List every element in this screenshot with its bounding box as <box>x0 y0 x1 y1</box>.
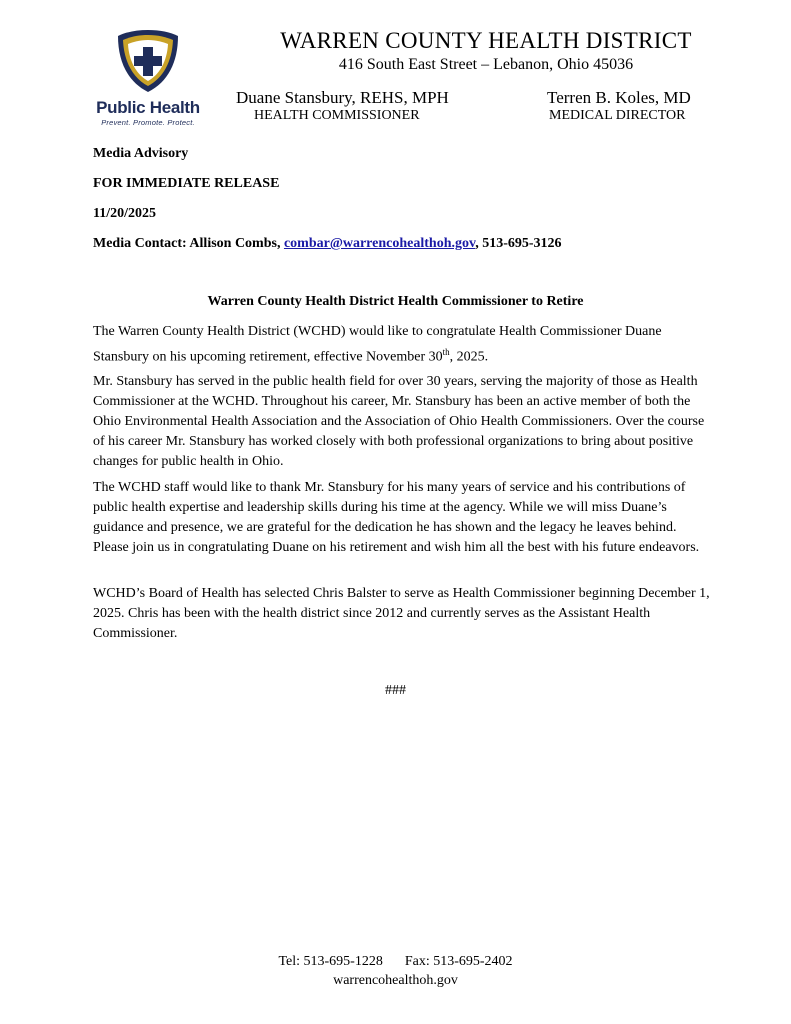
logo-wordmark: Public Health <box>96 98 200 117</box>
release-headline: Warren County Health District Health Commissioner to Retire <box>207 294 584 309</box>
footer-fax: Fax: 513-695-2402 <box>404 954 513 969</box>
paragraph-career <box>93 372 713 472</box>
media-contact-phone: , 513-695-3126 <box>475 236 562 251</box>
medical-director-title: MEDICAL DIRECTOR <box>549 108 686 123</box>
release-type: Media Advisory <box>93 146 189 161</box>
paragraph-retirement-year: , 2025. <box>449 349 489 365</box>
organization-name: WARREN COUNTY HEALTH DISTRICT <box>280 28 692 53</box>
shield-cross-icon <box>114 28 182 94</box>
paragraph-successor <box>93 584 713 644</box>
paragraph-retirement <box>93 322 713 368</box>
footer-website[interactable]: warrencohealthoh.gov <box>333 973 458 988</box>
public-health-logo <box>88 28 208 128</box>
media-contact-label: Media Contact: Allison Combs, <box>93 236 284 251</box>
end-of-release-mark: ### <box>385 683 406 698</box>
logo-tagline: Prevent. Promote. Protect. <box>101 118 195 127</box>
paragraph-thanks-text: The WCHD staff would like to thank Mr. Stansbury for his many years of service and his contributions of public health expertise and leadership skills during his time at the agency. While we will miss Duane’s guidance and presence, we are grateful for the dedication he has shown and the legacy he leaves behind. Please join us in congratulating Duane on his retirement and wish him all the best with his future endeavors. <box>93 480 700 555</box>
media-contact-email-link[interactable]: combar@warrencohealthoh.gov <box>283 236 476 251</box>
health-commissioner-name: Duane Stansbury, REHS, MPH <box>236 88 449 107</box>
media-contact <box>93 236 562 252</box>
footer-telephone: Tel: 513-695-1228 <box>278 954 383 969</box>
footer-contact-line <box>0 954 791 970</box>
ordinal-suffix: th <box>442 347 450 357</box>
medical-director-name: Terren B. Koles, MD <box>547 88 691 107</box>
release-date: 11/20/2025 <box>93 206 157 221</box>
organization-address: 416 South East Street – Lebanon, Ohio 45036 <box>338 56 634 73</box>
paragraph-successor-text: WCHD’s Board of Health has selected Chris Balster to serve as Health Commissioner beginning December 1, 2025. Chris has been with the health district since 2012 and currently serves as the Assistant Health Commissioner. <box>93 586 710 641</box>
health-commissioner-title: HEALTH COMMISSIONER <box>254 108 420 123</box>
release-status: FOR IMMEDIATE RELEASE <box>93 176 280 191</box>
paragraph-career-text: Mr. Stansbury has served in the public health field for over 30 years, serving the majority of those as Health Commissioner at the WCHD. Throughout his career, Mr. Stansbury has been an active member of both the Ohio Environmental Health Association and the Association of Ohio Health Commissioners. Over the course of his career Mr. Stansbury has worked closely with both professional organizations to bring about positive changes for public health in Ohio. <box>93 374 705 469</box>
paragraph-retirement-text: The Warren County Health District (WCHD) would like to congratulate Health Commissioner Duane Stansbury on his upcoming retirement, effective November 30 <box>93 324 662 365</box>
paragraph-thanks <box>93 478 713 558</box>
